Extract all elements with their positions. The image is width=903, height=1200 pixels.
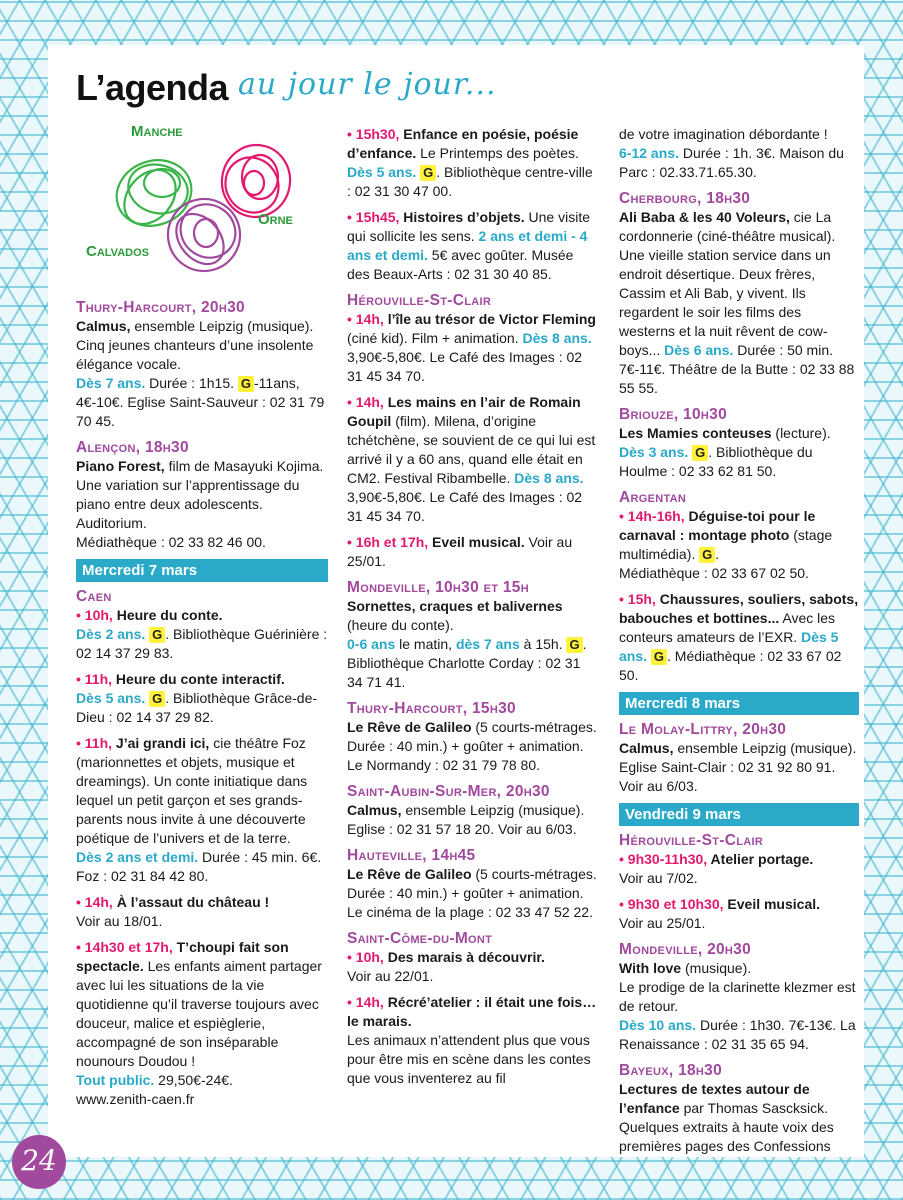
website-link[interactable]: www.zenith-caen.fr <box>76 1091 195 1107</box>
event-city: Mondeville, 20h30 <box>619 941 751 958</box>
event-entry <box>76 438 328 552</box>
event-title: Eveil musical. <box>428 534 525 550</box>
age-label: 2 ans et demi - 4 ans et demi. <box>347 228 588 263</box>
event-title: Piano Forest, <box>76 458 165 474</box>
event-text: (lecture). <box>771 425 831 441</box>
age-label: Dès 7 ans. <box>76 375 146 391</box>
event-title: Calmus, <box>76 318 131 334</box>
g-badge: G <box>149 691 165 707</box>
event-text: par Thomas Sascksick. Quelques extraits à haute voix des premières pages des Confessions <box>619 1100 834 1154</box>
event-entry <box>347 393 599 526</box>
event-city: Briouze, 10h30 <box>619 406 727 423</box>
event-text: (stage multimédia). <box>619 527 833 562</box>
age-label: 0-6 ans <box>347 636 396 652</box>
day-header: Mercredi 7 mars <box>76 559 328 582</box>
event-city: Mondeville, 10h30 et 15h <box>347 579 529 596</box>
event-text: Le prodige de la clarinette klezmer est de retour. <box>619 979 856 1014</box>
page-title: L’agenda <box>76 67 229 108</box>
event-entry <box>76 670 328 727</box>
event-entry <box>76 606 328 663</box>
event-title: Atelier portage. <box>707 851 814 867</box>
event-text: . Bibliothèque centre-ville : 02 31 30 47 00. <box>347 164 593 199</box>
event-title: l’île au trésor de Victor Fleming <box>383 311 596 327</box>
event-text: 29,50€-24€. <box>154 1072 233 1088</box>
event-time: • 11h, <box>76 671 113 687</box>
event-text: Une visite qui sollicite les sens. <box>347 209 590 244</box>
event-text: Durée : 1h15. <box>145 375 238 391</box>
event-entry <box>619 590 859 685</box>
event-time: • 14h-16h, <box>619 508 685 524</box>
calvados-scribble <box>162 193 246 276</box>
event-text: 3,90€-5,80€. Le Café des Images : 02 31 45 34 70. <box>347 489 583 524</box>
event-title: Déguise-toi pour le carnaval : montage photo <box>619 508 816 543</box>
event-title: Récré’atelier : il était une fois… le marais. <box>347 994 597 1029</box>
event-entry <box>76 893 328 931</box>
event-entry <box>619 125 859 182</box>
event-time: • 14h, <box>347 394 384 410</box>
event-entry <box>619 895 859 933</box>
event-time: • 15h45, <box>347 209 400 225</box>
event-text: film de Masayuki Kojima. Une variation sur l’apprentissage du piano entre deux adolescents. Auditorium. <box>76 458 324 531</box>
column-1 <box>76 298 328 1116</box>
event-entry <box>347 125 599 201</box>
g-badge: G <box>651 649 667 665</box>
g-badge: G <box>699 547 715 563</box>
map-label-orne: Orne <box>258 211 293 228</box>
event-title: T’choupi fait son spectacle. <box>76 939 289 974</box>
event-text: (5 courts-métrages. Durée : 40 min.) + goûter + animation. Le cinéma de la plage : 02 33 47 52 22. <box>347 866 597 920</box>
event-entry <box>347 993 599 1088</box>
age-label: Dès 5 ans. <box>76 690 146 706</box>
event-title: Calmus, <box>347 802 402 818</box>
map-label-manche: Manche <box>131 123 183 140</box>
event-text: ensemble Leipzig (musique). Eglise : 02 31 57 18 20. Voir au 6/03. <box>347 802 585 837</box>
event-text: cie La cordonnerie (ciné-théâtre musical). Une vieille station service dans un endroit désertique. Deux frères, Cassim et Ali Bab, y vivent. Ils regardent le soir les films des westerns et la nuit rêvent de cow-boys... <box>619 209 836 358</box>
event-entry <box>619 850 859 888</box>
g-badge: G <box>420 165 436 181</box>
event-text: Cinq jeunes chanteurs d’une insolente élégance vocale. <box>76 337 314 372</box>
event-city: Hauteville, 14h45 <box>347 847 476 864</box>
event-title: À l’assaut du château ! <box>112 894 270 910</box>
event-text: (5 courts-métrages. Durée : 40 min.) + goûter + animation. <box>347 719 597 754</box>
event-title: Des marais à découvrir. <box>383 949 545 965</box>
event-text: . Médiathèque : 02 33 67 02 50. <box>619 648 842 683</box>
event-text: Le Printemps des poètes. <box>416 145 579 161</box>
event-time: • 11h, <box>76 735 113 751</box>
event-text: Voir au 25/01. <box>347 534 573 569</box>
event-title: Le Rêve de Galileo <box>347 719 472 735</box>
event-text: Médiathèque : 02 33 67 02 50. <box>619 565 809 581</box>
region-map-illustration <box>76 123 306 293</box>
g-badge: G <box>238 376 254 392</box>
event-text: le matin, <box>395 636 456 652</box>
event-text: Durée : 50 min. 7€-11€. Théâtre de la Butte : 02 33 88 55 55. <box>619 342 855 396</box>
event-text: . Bibliothèque du Houlme : 02 33 62 81 50. <box>619 444 813 479</box>
event-time: • 14h, <box>76 894 113 910</box>
page-number-badge: 24 <box>12 1135 66 1189</box>
event-entry <box>619 507 859 583</box>
event-title: Les Mamies conteuses <box>619 425 772 441</box>
event-text: à 15h. <box>519 636 567 652</box>
column-2 <box>347 125 599 1095</box>
g-badge: G <box>149 627 165 643</box>
event-entry <box>347 846 599 922</box>
event-city: Le Molay-Littry, 20h30 <box>619 721 787 738</box>
event-title: Heure du conte interactif. <box>112 671 285 687</box>
event-text: Les animaux n’attendent plus que vous pour être mis en scène dans les contes que vous inventerez au fil <box>347 1032 591 1086</box>
event-city: Saint-Aubin-Sur-Mer, 20h30 <box>347 783 550 800</box>
event-time: • 16h et 17h, <box>347 534 429 550</box>
age-label: Dès 8 ans. <box>522 330 592 346</box>
event-time: • 14h30 et 17h, <box>76 939 173 955</box>
event-text: Avec les conteurs amateurs de l’EXR. <box>619 610 836 645</box>
event-text: . Bibliothèque Charlotte Corday : 02 31 34 71 41. <box>347 636 587 690</box>
event-title: Les mains en l’air de Romain Goupil <box>347 394 581 429</box>
age-label: Dès 5 ans. <box>347 164 417 180</box>
event-title: Chaussures, souliers, sabots, babouches et bottines... <box>619 591 859 626</box>
age-label: Dès 6 ans. <box>664 342 734 358</box>
event-title: Lectures de textes autour de l’enfance <box>619 1081 810 1116</box>
event-entry <box>347 699 599 775</box>
event-entry <box>347 533 599 571</box>
event-title: Histoires d’objets. <box>399 209 525 225</box>
event-text: cie théâtre Foz (marionnettes et objets, musique et dreamings). Un conte initiatique dans lequel un petit garçon et ses grands-parents nous invite à une découverte poétique de l’univers et de la terre. <box>76 735 308 846</box>
event-text: Médiathèque : 02 33 82 46 00. <box>76 534 266 550</box>
event-entry <box>347 578 599 692</box>
event-title: Heure du conte. <box>112 607 223 623</box>
event-text: Voir au 18/01. <box>76 913 163 929</box>
event-text: de votre imagination débordante ! <box>619 126 828 142</box>
event-text: Durée : 1h. 3€. Maison du Parc : 02.33.71.65.30. <box>619 145 844 180</box>
event-text: Voir au 22/01. <box>347 968 434 984</box>
event-time: • 15h, <box>619 591 656 607</box>
age-label: Dès 10 ans. <box>619 1017 697 1033</box>
event-city: Saint-Côme-du-Mont <box>347 930 493 947</box>
event-entry <box>347 208 599 284</box>
event-time: • 9h30 et 10h30, <box>619 896 724 912</box>
age-label: Dès 2 ans. <box>76 626 146 642</box>
event-time: • 10h, <box>347 949 384 965</box>
manche-scribble <box>107 150 200 236</box>
event-text: . <box>715 546 720 562</box>
event-title: Eveil musical. <box>723 896 821 912</box>
event-text: (heure du conte). <box>347 617 454 633</box>
event-entry <box>619 189 859 398</box>
event-title: Enfance en poésie, poésie d’enfance. <box>347 126 579 161</box>
event-city: Hérouville-St-Clair <box>347 292 492 309</box>
event-text: (film). Milena, d’origine tchétchène, se souvient de ce qui lui est arrivé il y a 60 ans, quand elle était en CM2. Festival Ribambelle. <box>347 413 596 486</box>
event-text: Durée : 1h30. 7€-13€. La Renaissance : 02 31 35 65 94. <box>619 1017 856 1052</box>
event-entry <box>347 310 599 386</box>
event-text: Le Normandy : 02 31 79 78 80. <box>347 757 541 773</box>
event-text: 3,90€-5,80€. Le Café des Images : 02 31 45 34 70. <box>347 349 583 384</box>
orne-scribble <box>215 140 295 223</box>
event-time: • 14h, <box>347 994 384 1010</box>
event-text: 5€ avec goûter. Musée des Beaux-Arts : 02 31 30 40 85. <box>347 247 574 282</box>
event-text: Les enfants aiment partager avec lui les situations de la vie quotidienne qu’il traverse toujours avec douceur, malice et espièglerie, accompagné de son inséparable nounours Doudou ! <box>76 958 322 1069</box>
event-city: Cherbourg, 18h30 <box>619 190 751 207</box>
age-label: Dès 8 ans. <box>514 470 584 486</box>
scribble-map-graphic <box>76 123 306 293</box>
event-time: • 14h, <box>347 311 384 327</box>
age-label: Dès 5 ans. <box>619 629 839 664</box>
event-entry <box>619 1061 859 1156</box>
event-time: • 9h30-11h30, <box>619 851 708 867</box>
event-title: J’ai grandi ici, <box>112 735 210 751</box>
event-title: Le Rêve de Galileo <box>347 866 472 882</box>
age-label: dès 7 ans <box>455 636 520 652</box>
event-text: . Bibliothèque Guérinière : 02 14 37 29 83. <box>76 626 328 661</box>
event-text: (ciné kid). Film + animation. <box>347 330 523 346</box>
event-text: (musique). <box>681 960 752 976</box>
event-city: Bayeux, 18h30 <box>619 1062 723 1079</box>
day-header: Mercredi 8 mars <box>619 692 859 715</box>
event-city: Thury-Harcourt, 20h30 <box>76 299 245 316</box>
age-label: Tout public. <box>76 1072 155 1088</box>
event-text: Voir au 7/02. <box>619 870 698 886</box>
agenda-page <box>48 45 864 1157</box>
event-city: Thury-Harcourt, 15h30 <box>347 700 516 717</box>
event-entry <box>619 940 859 1054</box>
event-entry <box>619 405 859 481</box>
event-title: With love <box>619 960 682 976</box>
event-time: • 15h30, <box>347 126 400 142</box>
event-text: ensemble Leipzig (musique). <box>130 318 314 334</box>
age-label: Dès 2 ans et demi. <box>76 849 199 865</box>
g-badge: G <box>692 445 708 461</box>
event-text: ensemble Leipzig (musique). Eglise Saint-Clair : 02 31 92 80 91. Voir au 6/03. <box>619 740 857 794</box>
event-text: -11ans, 4€-10€. Eglise Saint-Sauveur : 02 31 79 70 45. <box>76 375 325 429</box>
event-title: Calmus, <box>619 740 674 756</box>
event-city: Caen <box>76 588 112 605</box>
event-text: Durée : 45 min. 6€. Foz : 02 31 84 42 80. <box>76 849 322 884</box>
g-badge: G <box>566 637 582 653</box>
column-3 <box>619 125 859 1163</box>
event-city: Alençon, 18h30 <box>76 439 189 456</box>
event-title: Sornettes, craques et balivernes <box>347 598 563 614</box>
event-title: Ali Baba & les 40 Voleurs, <box>619 209 790 225</box>
day-header: Vendredi 9 mars <box>619 803 859 826</box>
page-subtitle: au jour le jour... <box>238 67 497 102</box>
event-entry <box>76 734 328 886</box>
map-label-calvados: Calvados <box>86 243 149 260</box>
event-entry <box>76 938 328 1109</box>
event-text: . Bibliothèque Grâce-de-Dieu : 02 14 37 29 82. <box>76 690 318 725</box>
event-time: • 10h, <box>76 607 113 623</box>
age-label: 6-12 ans. <box>619 145 679 161</box>
age-label: Dès 3 ans. <box>619 444 689 460</box>
event-entry <box>619 720 859 796</box>
event-entry <box>347 948 599 986</box>
event-text: Voir au 25/01. <box>619 915 706 931</box>
event-city: Hérouville-St-Clair <box>619 832 764 849</box>
event-city: Argentan <box>619 489 687 506</box>
event-entry <box>76 298 328 431</box>
event-entry <box>347 782 599 839</box>
